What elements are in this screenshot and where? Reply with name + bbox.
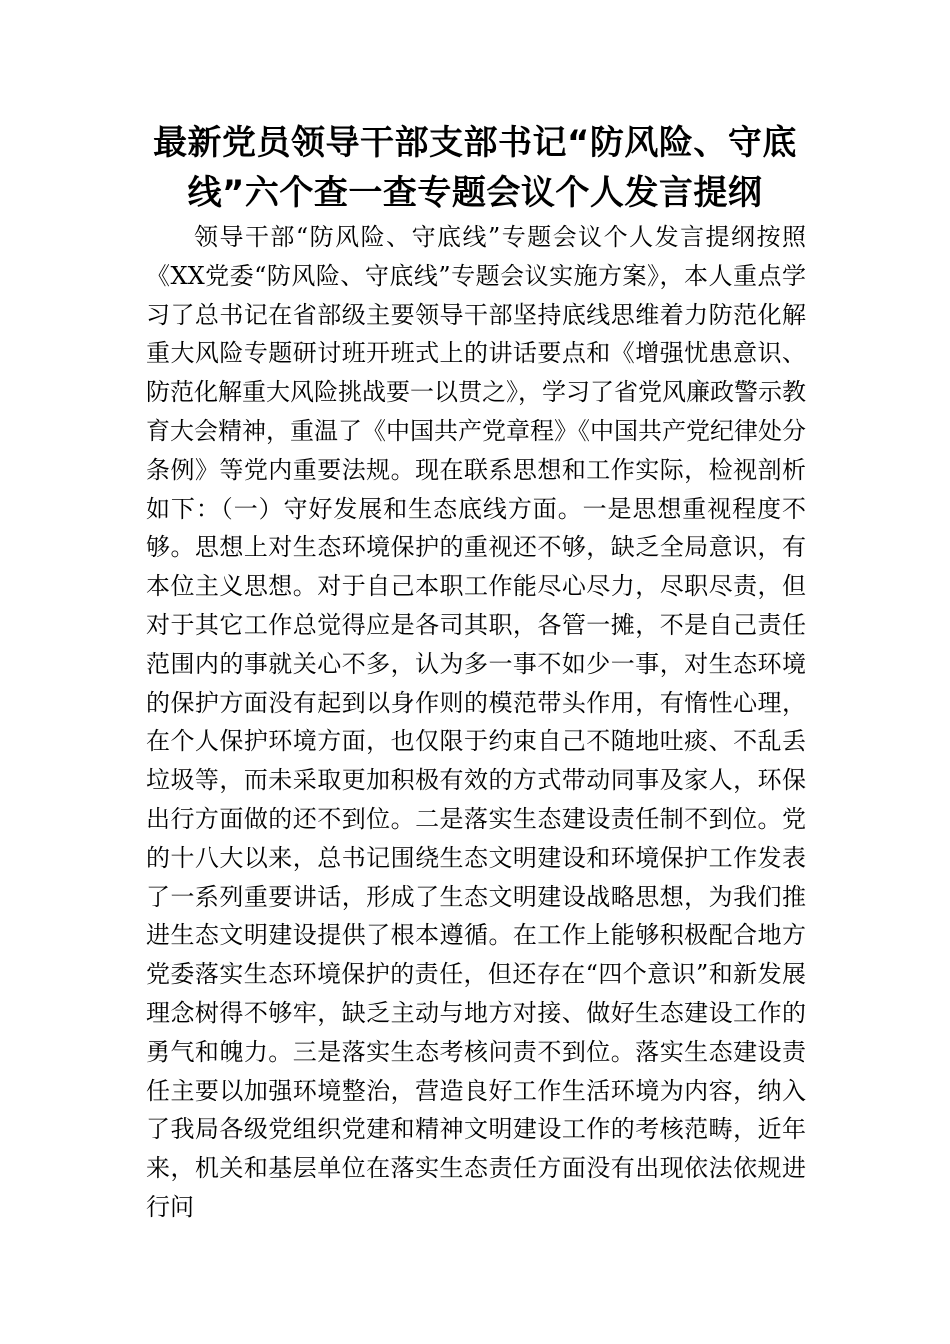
document-title: 最新党员领导干部支部书记“防风险、守底线”六个查一查专题会议个人发言提纲 [153, 123, 797, 213]
document-body-paragraph: 领导干部“防风险、守底线”专题会议个人发言提纲按照《XX党委“防风险、守底线”专题会议实施方案》，本人重点学习了总书记在省部级主要领导干部坚持底线思维着力防范化解重大风险专题研讨班开班式上的讲话要点和《增强忧患意识、防范化解重大风险挑战要一以贯之》，学习了省党风廉政警示教育大会精神，重温了《中国共产党章程》《中国共产党纪律处分条例》等党内重要法规。现在联系思想和工作实际，检视剖析如下：（一）守好发展和生态底线方面。一是思想重视程度不够。思想上对生态环境保护的重视还不够，缺乏全局意识，有本位主义思想。对于自己本职工作能尽心尽力，尽职尽责，但对于其它工作总觉得应是各司其职，各管一摊，不是自己责任范围内的事就关心不多，认为多一事不如少一事，对生态环境的保护方面没有起到以身作则的模范带头作用，有惰性心理，在个人保护环境方面，也仅限于约束自己不随地吐痰、不乱丢垃圾等，而未采取更加积极有效的方式带动同事及家人，环保出行方面做的还不到位。二是落实生态建设责任制不到位。党的十八大以来，总书记围绕生态文明建设和环境保护工作发表了一系列重要讲话，形成了生态文明建设战略思想，为我们推进生态文明建设提供了根本遵循。在工作上能够积极配合地方党委落实生态环境保护的责任，但还存在“四个意识”和新发展理念树得不够牢，缺乏主动与地方对接、做好生态建设工作的勇气和魄力。三是落实生态考核问责不到位。落实生态建设责任主要以加强环境整治，营造良好工作生活环境为内容，纳入了我局各级党组织党建和精神文明建设工作的考核范畴，近年来，机关和基层单位在落实生态责任方面没有出现依法依规进行问 [146, 223, 806, 1221]
